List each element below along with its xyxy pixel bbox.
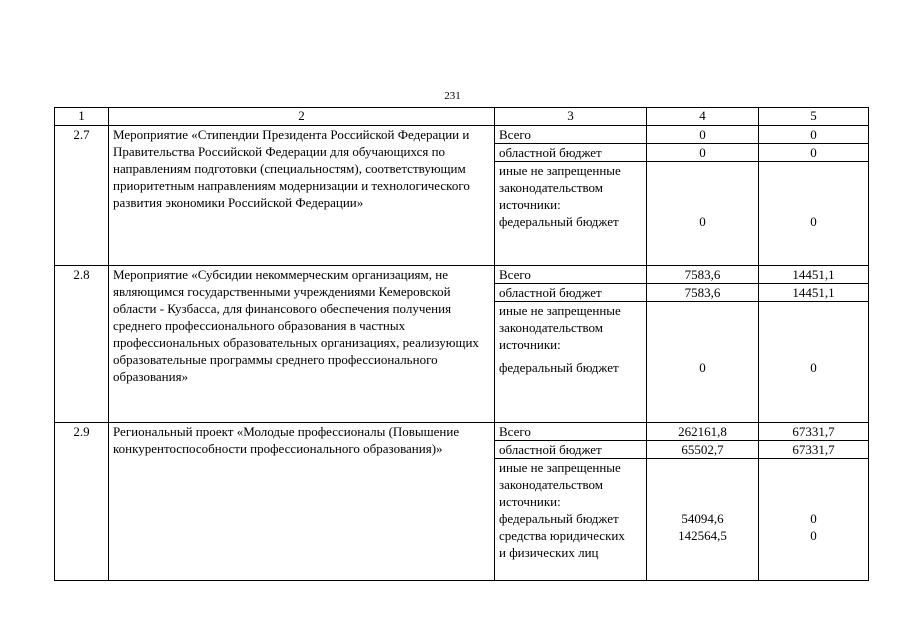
value-legal-5: 0 (810, 528, 817, 543)
source-other-3: источники: (499, 337, 561, 352)
table-row (55, 266, 869, 423)
value-total-5: 67331,7 (792, 424, 835, 439)
budget-table (54, 107, 869, 581)
column-header-5: 5 (759, 108, 869, 126)
source-regional: областной бюджет (495, 440, 646, 458)
row-description: Региональный проект «Молодые профессионалы (Повышение конкурентоспособности профессионального образования)» (109, 423, 495, 581)
source-other-1: иные не запрещенные (495, 161, 646, 179)
table-row (55, 126, 869, 266)
source-legal-2: и физических лиц (499, 545, 599, 560)
source-cell (495, 423, 647, 581)
column-header-1: 1 (55, 108, 109, 126)
value-cell-4 (647, 423, 759, 581)
value-federal-4: 0 (699, 214, 706, 229)
value-cell-4 (647, 266, 759, 423)
row-number: 2.8 (55, 266, 109, 423)
row-number: 2.9 (55, 423, 109, 581)
value-total-4: 7583,6 (684, 267, 721, 282)
header-row (55, 108, 869, 126)
value-federal-5: 0 (810, 511, 817, 526)
source-other-2: законодательством (499, 320, 604, 335)
source-cell (495, 126, 647, 266)
column-header-4: 4 (647, 108, 759, 126)
table-row (55, 423, 869, 581)
column-header-3: 3 (495, 108, 647, 126)
value-cell-5 (759, 126, 869, 266)
row-description: Мероприятие «Субсидии некоммерческим организациям, не являющимся государственными учреждениями Кемеровской области - Кузбасса, для финансового обеспечения получения среднего профессионального образования в частных профессиональных образовательных организациях, реализующих образовательные программы среднего профессионального образования» (109, 266, 495, 423)
value-regional-4: 7583,6 (647, 283, 758, 301)
column-header-2: 2 (109, 108, 495, 126)
page-number: 231 (444, 90, 461, 102)
value-regional-5: 67331,7 (759, 440, 868, 458)
source-regional: областной бюджет (495, 143, 646, 161)
row-description: Мероприятие «Стипендии Президента Российской Федерации и Правительства Российской Федерации для обучающихся по направлениям подготовки (специальностям), соответствующим приоритетным направлениям модернизации и технологического развития экономики Российской Федерации» (109, 126, 495, 266)
source-other-2: законодательством (499, 180, 604, 195)
source-total: Всего (499, 424, 531, 439)
value-legal-4: 142564,5 (678, 528, 727, 543)
source-other-3: источники: (499, 197, 561, 212)
source-total: Всего (499, 127, 531, 142)
value-total-4: 262161,8 (678, 424, 727, 439)
value-federal-4: 54094,6 (681, 511, 724, 526)
value-cell-5 (759, 266, 869, 423)
source-other-1: иные не запрещенные (495, 301, 646, 319)
source-total: Всего (499, 267, 531, 282)
value-total-5: 0 (810, 127, 817, 142)
value-federal-5: 0 (810, 214, 817, 229)
source-federal: федеральный бюджет (499, 511, 619, 526)
value-regional-4: 65502,7 (647, 440, 758, 458)
value-regional-5: 0 (759, 143, 868, 161)
row-number: 2.7 (55, 126, 109, 266)
source-cell (495, 266, 647, 423)
value-total-5: 14451,1 (792, 267, 835, 282)
value-cell-4 (647, 126, 759, 266)
source-federal: федеральный бюджет (499, 214, 619, 229)
source-other-1: иные не запрещенные (495, 458, 646, 476)
source-federal: федеральный бюджет (499, 360, 619, 375)
value-federal-5: 0 (810, 360, 817, 375)
source-regional: областной бюджет (495, 283, 646, 301)
value-total-4: 0 (699, 127, 706, 142)
value-regional-4: 0 (647, 143, 758, 161)
value-regional-5: 14451,1 (759, 283, 868, 301)
source-other-3: источники: (499, 494, 561, 509)
source-legal-1: средства юридических (499, 528, 625, 543)
source-other-2: законодательством (499, 477, 604, 492)
value-cell-5 (759, 423, 869, 581)
value-federal-4: 0 (699, 360, 706, 375)
